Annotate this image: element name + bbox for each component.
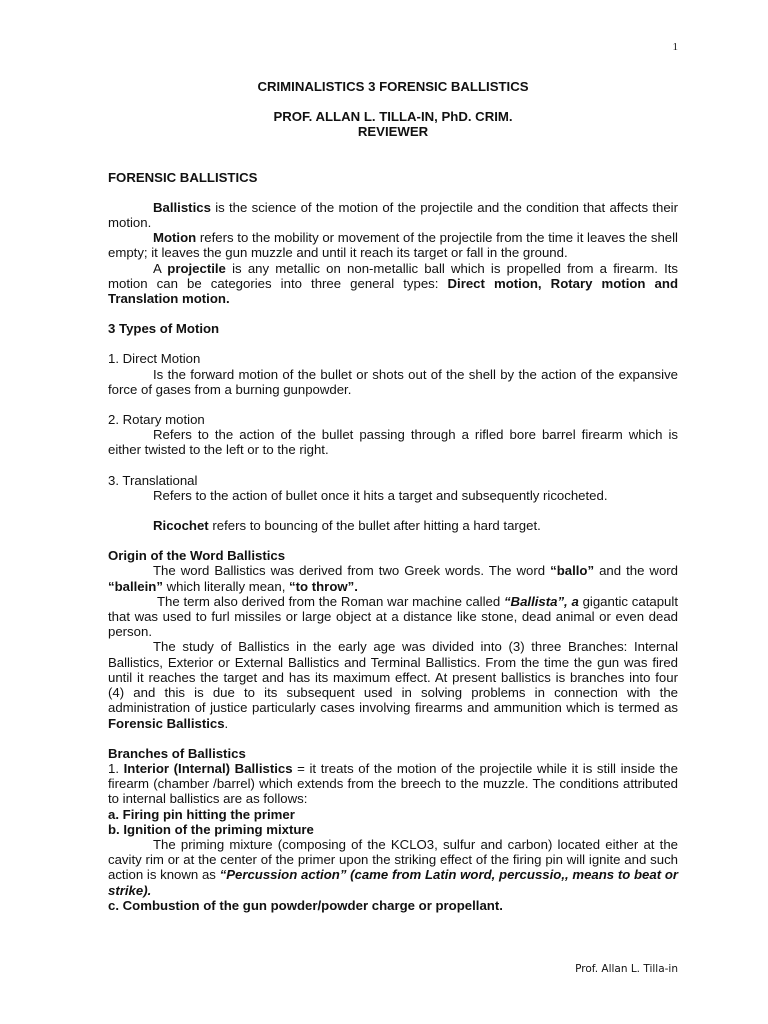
projectile-pre: A	[153, 260, 168, 276]
doc-author: PROF. ALLAN L. TILLA-IN, PhD. CRIM.	[273, 109, 513, 125]
condition-b: b. Ignition of the priming mixture	[108, 821, 314, 837]
origin-heading: Origin of the Word Ballistics	[108, 548, 286, 564]
origin-text: The study of Ballistics in the early age was divided into (3) three Branches: Internal Ballistics, Exterior or External Ballistics and Terminal Ballistics. From the time the gun was fired until it reaches the target and has its maximum effect. At present ballistics is branches into four (4) and this is due to its subsequent used in solving problems in connection with the administration of justice particularly cases involving firearms and ammunition which is termed as	[108, 639, 678, 716]
motion-term: Motion	[153, 230, 197, 246]
page-footer: Prof. Allan L. Tilla-in	[575, 963, 678, 975]
projectile-paragraph	[108, 261, 678, 307]
origin-paragraph-2	[108, 594, 678, 640]
motion-text: refers to the mobility or movement of the projectile from the time it leaves the shell empty; it leaves the gun muzzle and until it reach its target or fall in the ground.	[108, 230, 678, 261]
ballistics-text: is the science of the motion of the projectile and the condition that affects their motion.	[108, 199, 678, 231]
projectile-text: is any metallic on non-metallic ball which is propelled from a firearm. Its motion can be categories into three general types:	[108, 260, 679, 291]
term-ballista: “Ballista”, a	[503, 593, 579, 609]
term-to-throw: “to throw”.	[289, 578, 358, 594]
type-item: 2. Rotary motion	[108, 412, 205, 428]
ballistics-term: Ballistics	[153, 199, 211, 215]
term-interior-ballistics: Interior (Internal) Ballistics	[123, 760, 293, 776]
document-body	[108, 79, 678, 913]
projectile-types: Direct motion, Rotary motion and Translation motion.	[108, 275, 678, 307]
type-item: 3. Translational	[108, 472, 198, 488]
priming-text: The priming mixture (composing of the KCLO3, sulfur and carbon) located either at the cavity rim or at the center of the primer upon the striking effect of the firing pin will ignite and such action is known as	[108, 836, 678, 883]
origin-text: .	[224, 715, 229, 731]
origin-text: and the word	[594, 563, 678, 579]
origin-paragraph-3	[108, 639, 678, 730]
doc-subtitle: REVIEWER	[357, 124, 429, 140]
condition-c: c. Combustion of the gun powder/powder charge or propellant.	[108, 897, 503, 913]
branch-text: = it treats of the motion of the projectile while it is still inside the firearm (chamber /barrel) which extends from the breech to the muzzle. The conditions attributed to internal ballistics are as follows:	[108, 760, 678, 807]
origin-paragraph-1	[108, 563, 678, 593]
doc-title: CRIMINALISTICS 3 FORENSIC BALLISTICS	[257, 79, 529, 94]
ricochet-paragraph	[108, 518, 678, 533]
origin-text: which literally mean,	[162, 578, 290, 594]
ricochet-text: refers to bouncing of the bullet after hitting a hard target.	[208, 518, 541, 534]
branch-interior	[108, 761, 678, 807]
priming-paragraph	[108, 837, 678, 898]
term-forensic-ballistics: Forensic Ballistics	[108, 715, 225, 731]
motion-paragraph	[108, 230, 678, 260]
term-percussion-action: “Percussion action” (came from Latin word, percussio,, means to beat or strike).	[108, 867, 679, 898]
branch-number: 1.	[108, 760, 124, 776]
condition-a: a. Firing pin hitting the primer	[108, 806, 295, 822]
type-item: 1. Direct Motion	[108, 351, 201, 367]
ricochet-term: Ricochet	[153, 518, 209, 534]
origin-text: The term also derived from the Roman war machine called	[157, 593, 504, 609]
term-ballein: “ballein”	[108, 578, 163, 594]
types-heading: 3 Types of Motion	[108, 321, 220, 337]
type-description: Is the forward motion of the bullet or shots out of the shell by the action of the expansive force of gases from a burning gunpowder.	[108, 366, 678, 397]
origin-text: gigantic catapult that was used to furl missiles or large object at a distance like stone, dead animal or even dead person.	[108, 593, 678, 640]
origin-text: The word Ballistics was derived from two Greek words. The word	[153, 563, 551, 579]
projectile-term: projectile	[167, 260, 226, 276]
branches-heading: Branches of Ballistics	[108, 745, 246, 761]
term-ballo: “ballo”	[550, 563, 595, 579]
ballistics-paragraph	[108, 200, 678, 230]
type-description: Refers to the action of bullet once it hits a target and subsequently ricocheted.	[153, 487, 608, 503]
type-description: Refers to the action of the bullet passing through a rifled bore barrel firearm which is either twisted to the left or to the right.	[108, 427, 678, 458]
page-number: 1	[672, 41, 678, 53]
section-heading: FORENSIC BALLISTICS	[108, 169, 258, 185]
